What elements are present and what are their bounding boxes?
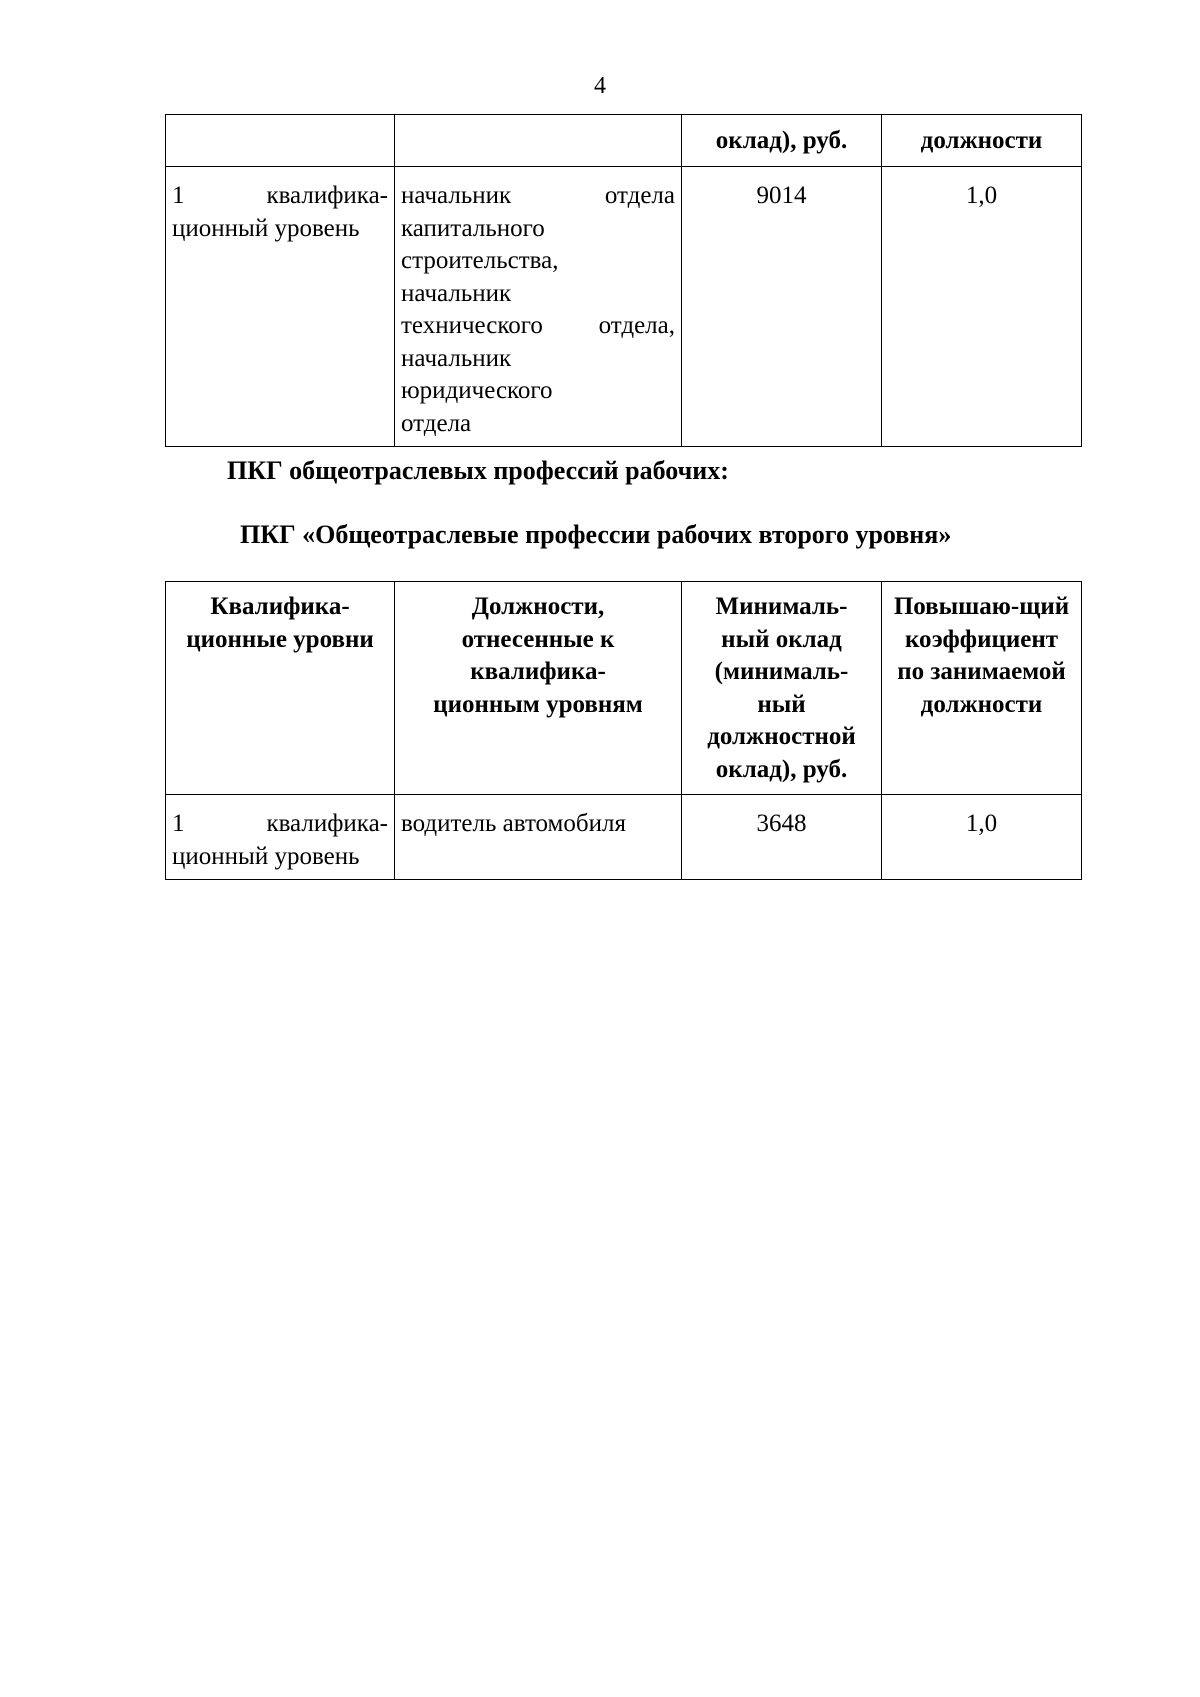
salary-cell: 9014 [682, 167, 882, 447]
qualification-level-line2: ционный уровень [172, 842, 360, 870]
table-header [166, 582, 1082, 795]
coefficient-cell: 1,0 [882, 167, 1082, 447]
qualification-level-cell [166, 167, 395, 447]
positions-line3: начальник юридического отдела [401, 344, 553, 437]
qualification-level-line1: 1 квалифика- [172, 182, 388, 209]
header-positions [395, 582, 682, 795]
salary-cell: 3648 [682, 795, 882, 880]
qualification-level-cell [166, 795, 395, 880]
header-min-salary [682, 582, 882, 795]
header-coefficient-text: Повышаю-щий коэффициент по занимаемой должности [893, 593, 1070, 718]
coefficient-cell: 1,0 [882, 795, 1082, 880]
header-cell-positions [395, 115, 682, 167]
subsection-heading: ПКГ «Общеотраслевые профессии рабочих второго уровня» [240, 520, 952, 549]
header-qualification-levels [166, 582, 395, 795]
table-header-continued [166, 115, 1082, 167]
qualification-level-line1: 1 квалифика- [172, 810, 388, 837]
section-heading: ПКГ общеотраслевых профессий рабочих: [227, 456, 729, 485]
positions-cell [395, 167, 682, 447]
header-coefficient [882, 582, 1082, 795]
salary-table-continued [165, 114, 1082, 447]
positions-line2: технического отдела, [401, 312, 675, 339]
header-min-salary-text: Минималь-ный оклад (минималь-ный должностной оклад), руб. [707, 593, 856, 783]
header-cell-level [166, 115, 395, 167]
positions-cell: водитель автомобиля [395, 795, 682, 880]
salary-table-workers [165, 581, 1082, 880]
header-qualification-levels-text: Квалифика-ционные уровни [186, 593, 374, 653]
positions-line-rest: капитального строительства, начальник [401, 214, 559, 307]
header-cell-coefficient: должности [882, 115, 1082, 167]
header-positions-text: Должности, отнесенные к квалифика-ционным уровням [433, 593, 643, 718]
table-row [166, 167, 1082, 447]
header-cell-salary: оклад), руб. [682, 115, 882, 167]
page-number: 4 [594, 73, 606, 99]
qualification-level-line2: ционный уровень [172, 214, 360, 242]
positions-line1: начальник отдела [401, 182, 675, 209]
table-row [166, 795, 1082, 880]
